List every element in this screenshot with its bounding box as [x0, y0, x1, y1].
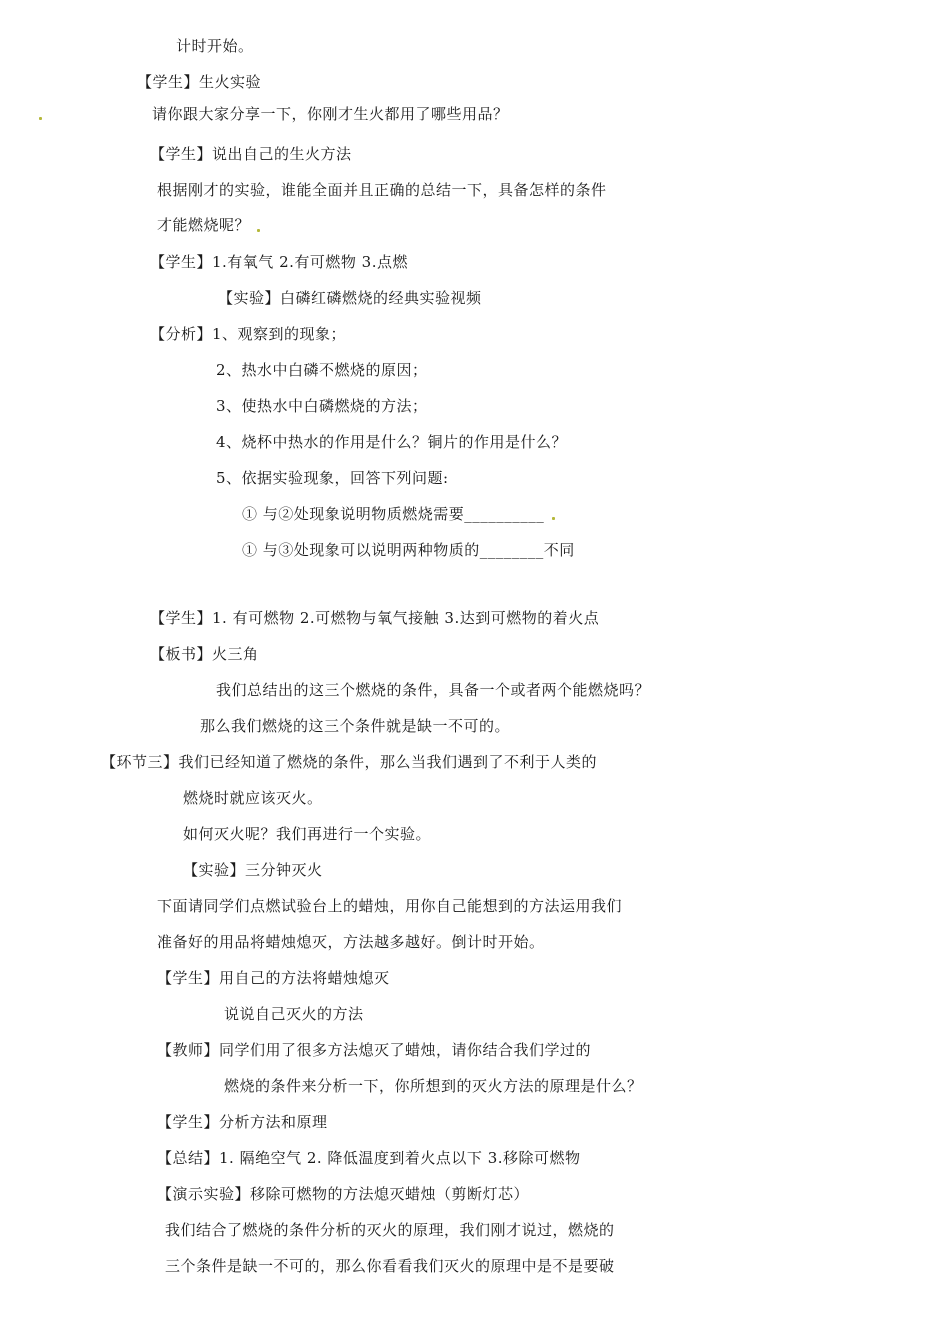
text-line-principle-question: 燃烧的条件来分析一下，你所想到的灭火方法的原理是什么？ — [224, 1077, 643, 1095]
text-line-light-candle: 下面请同学们点燃试验台上的蜡烛，用你自己能想到的方法运用我们 — [157, 897, 623, 915]
text-line-indispensable: 那么我们燃烧的这三个条件就是缺一不可的。 — [200, 717, 511, 735]
text-line-teacher: 【教师】同学们用了很多方法熄灭了蜡烛，请你结合我们学过的 — [157, 1041, 592, 1059]
text-line-timer-start: 计时开始。 — [176, 37, 254, 55]
speck-mark — [257, 229, 260, 232]
text-line-analysis-5: 5、依据实验现象，回答下列问题: — [216, 469, 449, 487]
text-line-question-2: ① 与③处现象可以说明两种物质的________不同 — [242, 541, 575, 559]
text-line-question-1: ① 与②处现象说明物质燃烧需要__________ — [242, 505, 545, 523]
speck-mark — [552, 517, 555, 520]
text-line-student-fire-experiment: 【学生】生火实验 — [137, 73, 262, 91]
text-line-demo-experiment: 【演示实验】移除可燃物的方法熄灭蜡烛（剪断灯芯） — [157, 1185, 530, 1203]
text-line-how-extinguish: 如何灭火呢？我们再进行一个实验。 — [183, 825, 432, 843]
text-line-extinguish: 燃烧时就应该灭火。 — [183, 789, 323, 807]
text-line-board-fire-triangle: 【板书】火三角 — [150, 645, 259, 663]
text-line-say-method: 说说自己灭火的方法 — [224, 1005, 364, 1023]
text-line-student-fire-method: 【学生】说出自己的生火方法 — [150, 145, 352, 163]
text-line-summarize-conditions: 根据刚才的实验，谁能全面并且正确的总结一下，具备怎样的条件 — [157, 181, 607, 199]
text-line-student-analyze: 【学生】分析方法和原理 — [157, 1113, 328, 1131]
text-line-prepare-supplies: 准备好的用品将蜡烛熄灭，方法越多越好。倒计时开始。 — [157, 933, 545, 951]
text-line-analysis-2: 2、热水中白磷不燃烧的原因； — [216, 361, 428, 379]
text-line-can-burn: 才能燃烧呢？ — [157, 216, 251, 234]
speck-mark — [39, 117, 42, 120]
text-line-phosphorus-video: 【实验】白磷红磷燃烧的经典实验视频 — [218, 289, 482, 307]
text-line-student-three-conditions: 【学生】1.有氧气 2.有可燃物 3.点燃 — [150, 253, 408, 271]
text-line-student-extinguish: 【学生】用自己的方法将蜡烛熄灭 — [157, 969, 390, 987]
text-line-section-three: 【环节三】我们已经知道了燃烧的条件，那么当我们遇到了不利于人类的 — [101, 753, 598, 771]
text-line-analysis-1: 【分析】1、观察到的现象； — [150, 325, 347, 343]
text-line-analysis-4: 4、烧杯中热水的作用是什么？铜片的作用是什么？ — [216, 433, 568, 451]
text-line-three-conditions-break: 三个条件是缺一不可的，那么你看看我们灭火的原理中是不是要破 — [165, 1257, 615, 1275]
text-line-analysis-3: 3、使热水中白磷燃烧的方法； — [216, 397, 428, 415]
text-line-student-answers: 【学生】1. 有可燃物 2.可燃物与氧气接触 3.达到可燃物的着火点 — [150, 609, 600, 627]
text-line-one-or-two: 我们总结出的这三个燃烧的条件，具备一个或者两个能燃烧吗？ — [216, 681, 651, 699]
text-line-combine-conditions: 我们结合了燃烧的条件分析的灭火的原理，我们刚才说过，燃烧的 — [165, 1221, 615, 1239]
text-line-summary: 【总结】1. 隔绝空气 2. 降低温度到着火点以下 3.移除可燃物 — [157, 1149, 581, 1167]
text-line-three-minute-experiment: 【实验】三分钟灭火 — [183, 861, 323, 879]
text-line-share-supplies: 请你跟大家分享一下，你刚才生火都用了哪些用品？ — [152, 105, 509, 123]
